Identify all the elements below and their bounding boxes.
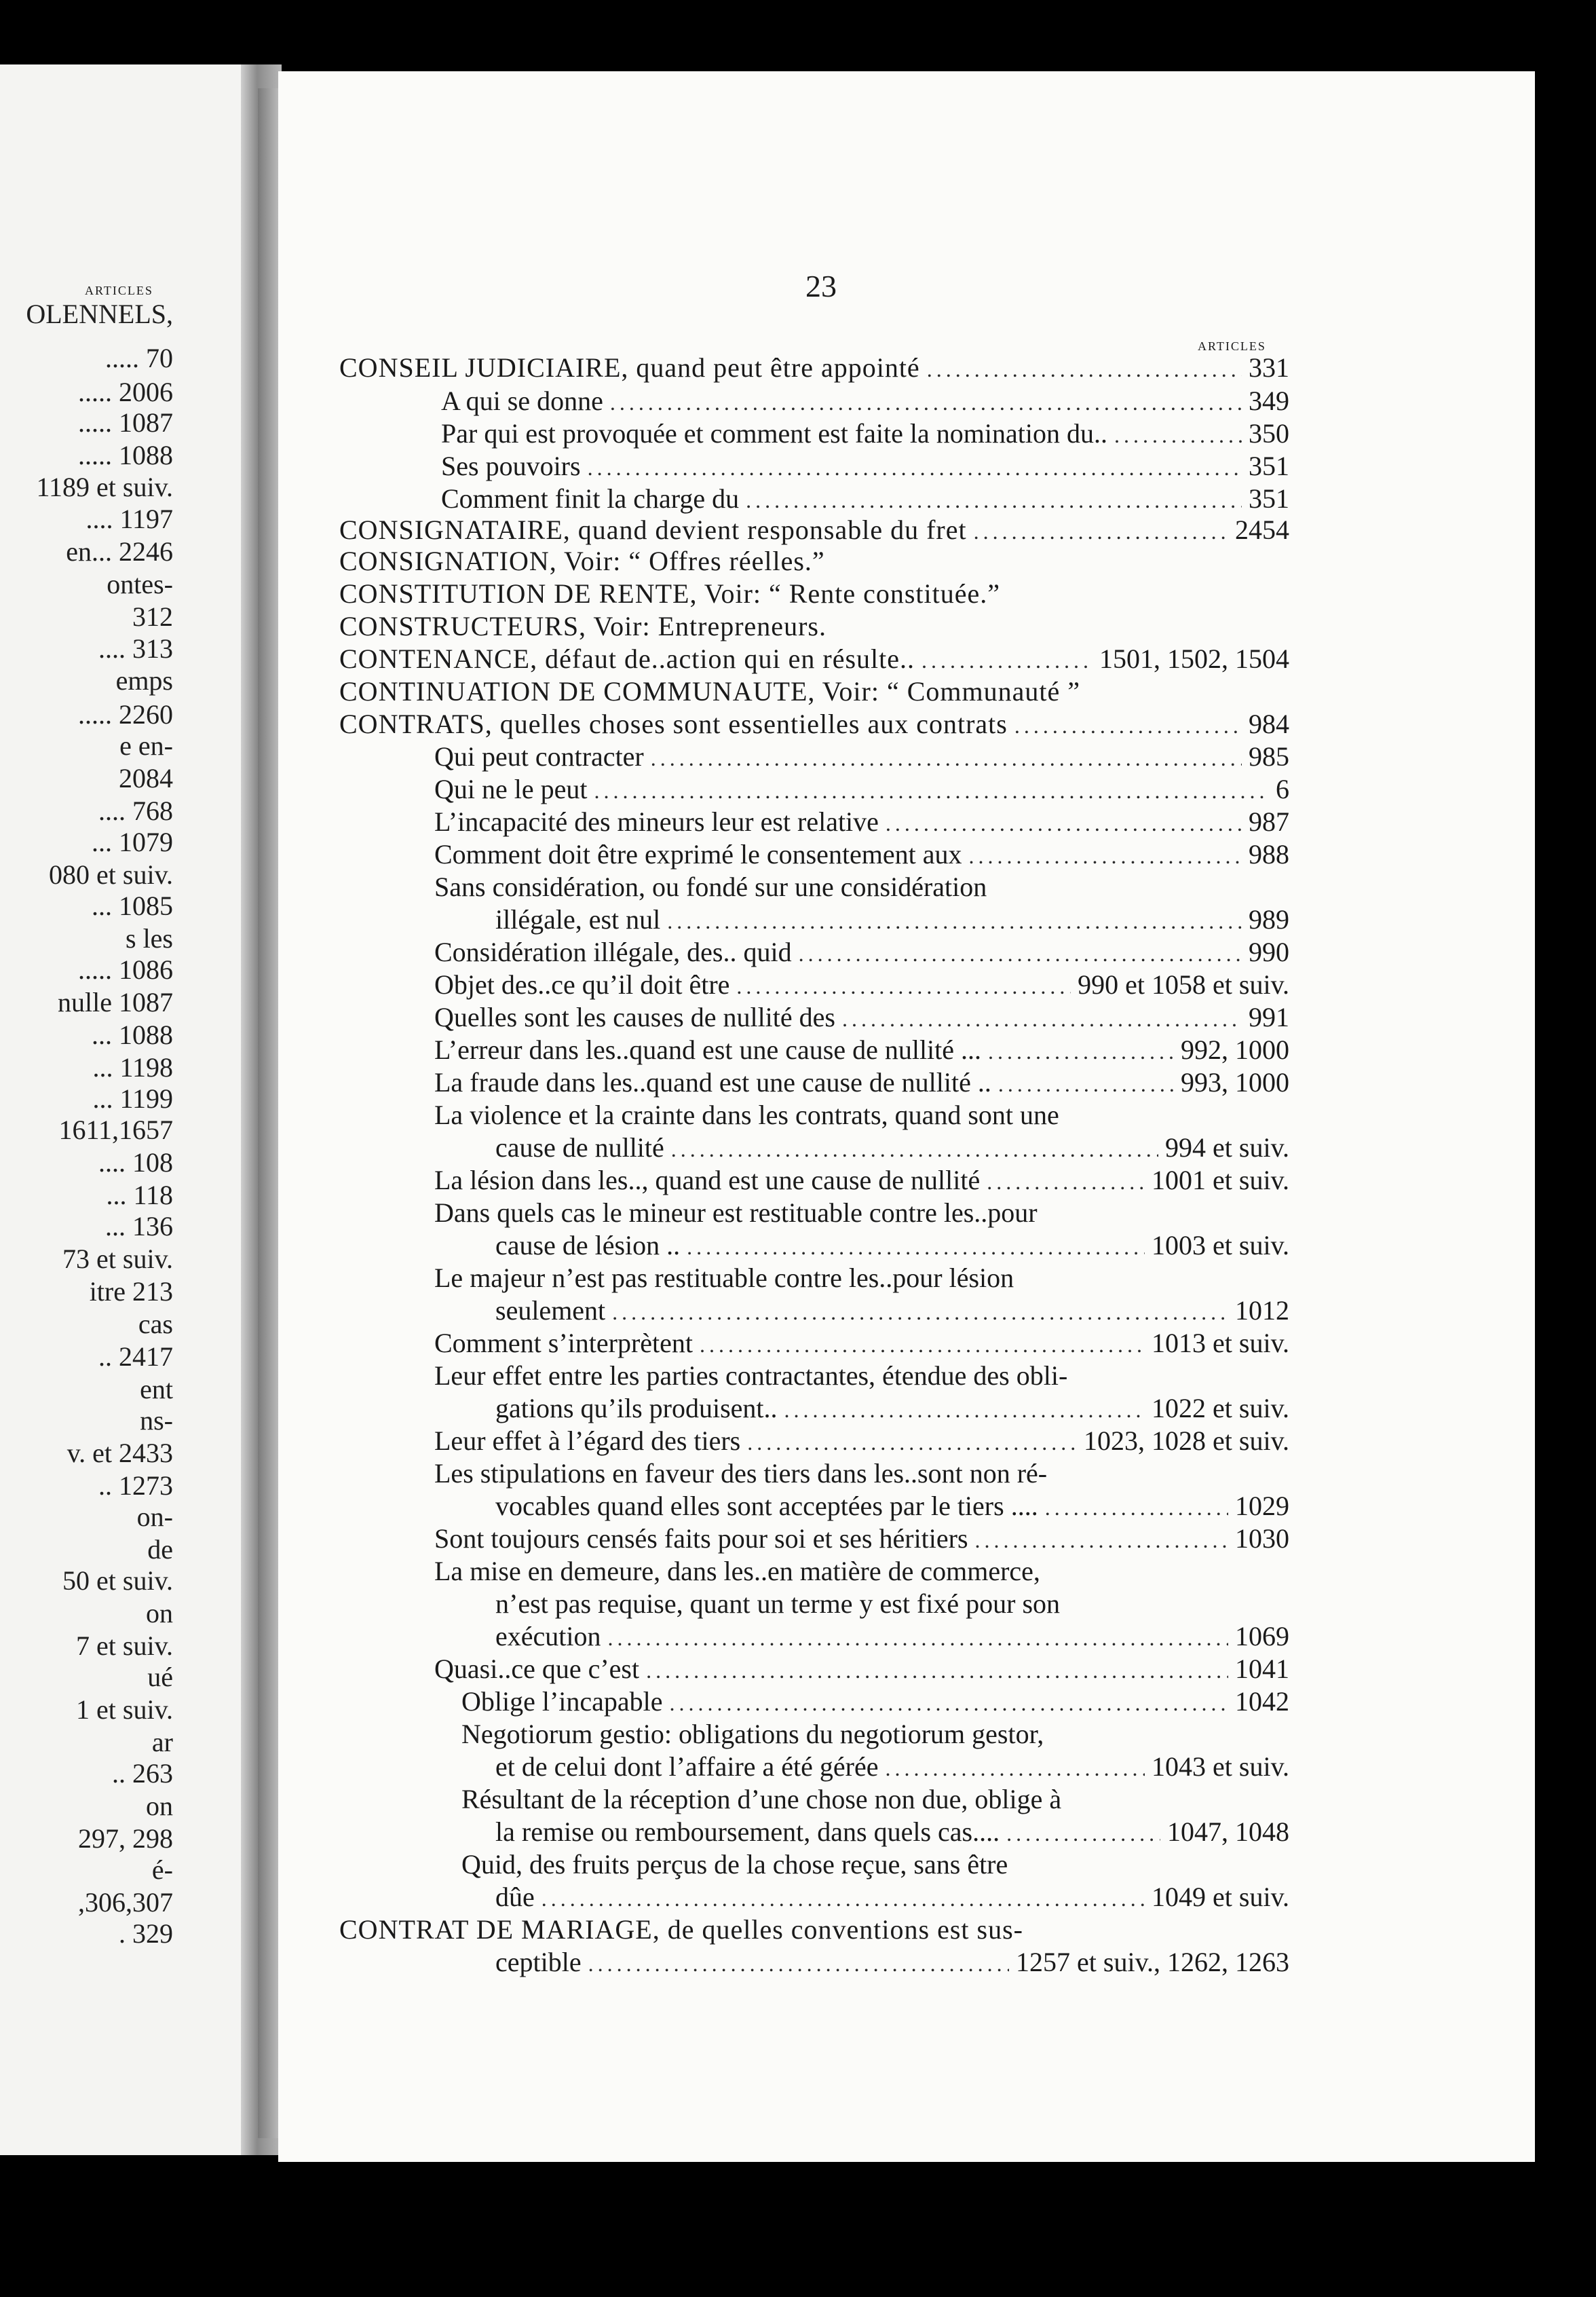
dot-leader [969,840,1242,871]
index-entry [434,1653,1289,1685]
prev-page-line: ent [140,1374,173,1404]
entry-text: CONSIGNATAIRE, quand devient responsable du fret [339,515,967,545]
index-entry [495,1816,1289,1848]
entry-text: Quelles sont les causes de nullité des [434,1002,835,1032]
prev-page-line: ar [151,1727,173,1757]
index-entry [495,1620,1289,1653]
entry-text: dûe [495,1882,535,1912]
page-number: 23 [805,269,837,303]
dot-leader [736,970,1071,1001]
entry-reference: 990 [1249,937,1289,967]
dot-leader [646,1654,1228,1685]
dot-leader [588,451,1242,483]
entry-reference: 990 et 1058 et suiv. [1078,969,1289,1000]
entry-text: gations qu’ils produisent.. [495,1393,778,1423]
index-entry [434,1034,1289,1066]
index-entry [434,1066,1289,1099]
entry-text: la remise ou remboursement, dans quels cas.... [495,1816,1000,1847]
entry-text: n’est pas requise, quant un terme y est fixé pour son [495,1588,1061,1619]
entry-reference: 351 [1249,483,1289,514]
dot-leader [922,644,1092,675]
entry-reference: 1001 et suiv. [1152,1165,1289,1195]
prev-page-line: ontes- [107,569,173,599]
index-entry [495,1881,1289,1913]
dot-leader [987,1165,1145,1197]
entry-text: Comment s’interprètent [434,1328,694,1358]
index-entry [495,1751,1289,1783]
prev-page-line: cas [138,1309,173,1339]
prev-page-line: ns- [140,1405,173,1436]
prev-page-line: 50 et suiv. [62,1565,173,1596]
dot-leader [671,1133,1158,1164]
index-entry [495,1588,1289,1620]
entry-text: Quasi..ce que c’est [434,1654,640,1684]
entry-reference: 993, 1000 [1181,1067,1289,1098]
index-entry [339,675,1289,708]
articles-label: ARTICLES [1198,339,1266,353]
entry-text: Sont toujours censés faits pour soi et ses héritiers [434,1523,968,1554]
entry-text: CONSTRUCTEURS, Voir: Entrepreneurs. [339,611,826,641]
dot-leader [588,1947,1009,1979]
prev-page-line: ... 1198 [92,1052,173,1083]
entry-text: La violence et la crainte dans les contrats, quand sont une [434,1100,1059,1130]
dot-leader [974,515,1228,546]
prev-page-line: v. et 2433 [66,1438,173,1468]
prev-page-line: ..... 70 [105,343,173,373]
entry-reference: 2454 [1235,515,1289,545]
index-entry [495,1229,1289,1262]
prev-page-line: ..... 1088 [78,440,173,470]
index-entry [434,969,1289,1001]
index-entry [461,1718,1289,1751]
entry-reference: 1023, 1028 et suiv. [1084,1425,1289,1456]
prev-page-line: on- [136,1501,173,1532]
index-entry [339,708,1289,741]
dot-leader [746,484,1242,515]
dot-leader [842,1003,1242,1034]
prev-page-line: 73 et suiv. [62,1244,173,1274]
entry-text: La lésion dans les.., quand est une cause de nullité [434,1165,981,1195]
entry-reference: 988 [1249,839,1289,870]
index-entry [434,1555,1289,1588]
dot-leader [651,742,1242,773]
dot-leader [1045,1491,1228,1523]
entry-text: ceptible [495,1947,582,1977]
entry-text: Considération illégale, des.. quid [434,937,792,967]
prev-page-line: é- [151,1854,173,1885]
dot-leader [608,1622,1229,1653]
index-entry [434,1327,1289,1360]
entry-text: vocables quand elles sont acceptées par le tiers .... [495,1491,1038,1521]
dot-leader [988,1035,1174,1066]
entry-reference: 991 [1249,1002,1289,1032]
dot-leader [687,1231,1145,1262]
index-entry [495,1132,1289,1164]
prev-page-line: .... 768 [98,796,173,826]
prev-page-line: ... 1199 [92,1083,173,1114]
entry-reference: 1012 [1235,1295,1289,1326]
index-entry [434,1262,1289,1294]
entry-reference: 1030 [1235,1523,1289,1554]
entry-text: Les stipulations en faveur des tiers dans les..sont non ré- [434,1458,1048,1489]
entry-reference: 349 [1249,386,1289,416]
index-entry [339,545,1289,578]
entry-text: Par qui est provoquée et comment est faite la nomination du.. [441,418,1107,449]
entry-text: Qui peut contracter [434,741,644,772]
entry-reference: 985 [1249,741,1289,772]
dot-leader [1114,419,1242,450]
entry-text: CONTENANCE, défaut de..action qui en résulte.. [339,643,915,674]
entry-text: A qui se donne [441,386,603,416]
prev-page-line: ... 136 [105,1211,173,1241]
dot-leader [667,905,1242,936]
index-entry [434,1099,1289,1132]
entry-text: CONTRAT DE MARIAGE, de quelles conventions est sus- [339,1914,1023,1945]
index-entry [495,1946,1289,1979]
prev-page-line: ..... 2006 [78,377,173,407]
entry-text: La mise en demeure, dans les..en matière de commerce, [434,1556,1040,1586]
index-entry [441,450,1289,483]
entry-text: CONSIGNATION, Voir: “ Offres réelles.” [339,546,825,576]
index-entry [434,806,1289,838]
prev-page-line: 1 et suiv. [76,1694,173,1725]
entry-text: illégale, est nul [495,904,661,935]
entry-reference: 6 [1276,774,1289,804]
entry-reference: 1022 et suiv. [1152,1393,1289,1423]
dot-leader [1006,1817,1160,1848]
index-entry [434,1197,1289,1229]
entry-reference: 984 [1249,709,1289,739]
entry-text: Oblige l’incapable [461,1686,663,1717]
index-entry [441,417,1289,450]
prev-page-line: 312 [132,601,173,632]
prev-page-line: s les [126,923,173,954]
index-entry [495,903,1289,936]
entry-text: Dans quels cas le mineur est restituable contre les..pour [434,1197,1038,1228]
dot-leader [885,1752,1145,1783]
entry-text: Le majeur n’est pas restituable contre les..pour lésion [434,1263,1014,1293]
entry-text: L’erreur dans les..quand est une cause de nullité ... [434,1034,982,1065]
entry-text: CONTINUATION DE COMMUNAUTE, Voir: “ Communauté ” [339,676,1080,707]
dot-leader [670,1687,1228,1718]
prev-page-line: .. 1273 [98,1470,173,1501]
index-entry [461,1848,1289,1881]
entry-reference: 1257 et suiv., 1262, 1263 [1016,1947,1289,1977]
entry-text: cause de nullité [495,1132,664,1163]
entry-text: Comment finit la charge du [441,483,740,514]
prev-page-line: en... 2246 [66,536,173,567]
dot-leader [700,1328,1145,1360]
entry-text: Qui ne le peut [434,774,588,804]
entry-text: seulement [495,1295,606,1326]
entry-text: Comment doit être exprimé le consentement aux [434,839,962,870]
prev-page-line: on [146,1598,173,1628]
prev-page-line: 080 et suiv. [49,859,173,890]
entry-reference: 1041 [1235,1654,1289,1684]
prev-page-line: 1611,1657 [58,1115,173,1145]
prev-page-line: 297, 298 [78,1823,173,1854]
index-entry [434,1360,1289,1392]
entry-text: La fraude dans les..quand est une cause de nullité .. [434,1067,991,1098]
index-entry [434,838,1289,871]
entry-text: L’incapacité des mineurs leur est relative [434,806,879,837]
index-entry [434,773,1289,806]
prev-page-line: ..... 1087 [78,407,173,438]
entry-text: cause de lésion .. [495,1230,681,1260]
dot-leader [747,1426,1077,1457]
prev-page-line: .. 2417 [98,1341,173,1372]
prev-page-line: ..... 1086 [78,954,173,985]
index-entry [339,514,1289,546]
entry-reference: 1501, 1502, 1504 [1099,643,1289,674]
prev-page-line: . 329 [119,1918,173,1949]
prev-page-line: 2084 [119,763,173,793]
index-entry [434,936,1289,969]
prev-page-line: ... 118 [106,1180,173,1210]
entry-reference: 992, 1000 [1181,1034,1289,1065]
index-entry [339,578,1289,610]
dot-leader [975,1524,1228,1555]
dot-leader [886,807,1242,838]
index-entry [434,1164,1289,1197]
entry-reference: 1049 et suiv. [1152,1882,1289,1912]
prev-page-line: emps [115,665,173,696]
dot-leader [799,937,1242,969]
prev-page-line: .... 1197 [86,504,173,534]
index-entry [461,1685,1289,1718]
dot-leader [610,386,1242,417]
prev-articles-label: ARTICLES [85,284,153,297]
index-entry [339,1913,1289,1946]
index-entry [441,483,1289,515]
entry-reference: 1047, 1048 [1167,1816,1289,1847]
prev-page-line: OLENNELS, [26,299,173,329]
index-entry [495,1392,1289,1425]
prev-page-line: ,306,307 [78,1887,173,1918]
prev-page-line: ..... 2260 [78,699,173,730]
entry-text: exécution [495,1621,601,1651]
entry-reference: 1042 [1235,1686,1289,1717]
dot-leader [998,1068,1174,1099]
dot-leader [542,1882,1145,1913]
prev-page-line: 1189 et suiv. [36,472,173,502]
index-entry [434,1425,1289,1457]
index-entry [434,1523,1289,1555]
entry-reference: 351 [1249,451,1289,481]
prev-page-line: de [147,1534,173,1565]
entry-text: Quid, des fruits perçus de la chose reçue, sans être [461,1849,1008,1880]
prev-page-line: ué [147,1662,173,1692]
index-entry [434,1457,1289,1490]
index-entry [461,1783,1289,1816]
entry-reference: 1013 et suiv. [1152,1328,1289,1358]
prev-page-line: nulle 1087 [58,987,173,1017]
entry-reference: 350 [1249,418,1289,449]
entry-text: Objet des..ce qu’il doit être [434,969,730,1000]
entry-reference: 331 [1249,352,1289,383]
entry-text: Sans considération, ou fondé sur une considération [434,872,987,902]
entry-text: Leur effet à l’égard des tiers [434,1425,741,1456]
entry-text: Ses pouvoirs [441,451,581,481]
index-entry [339,352,1289,384]
prev-page-line: .... 108 [98,1147,173,1178]
dot-leader [1014,709,1242,741]
prev-page-line: .. 263 [112,1758,173,1789]
entry-text: Résultant de la réception d’une chose non due, oblige à [461,1784,1062,1814]
entry-reference: 989 [1249,904,1289,935]
index-entry [434,1001,1289,1034]
index-entry [495,1294,1289,1327]
prev-page-line: on [146,1791,173,1821]
prev-page-line: ... 1085 [92,891,173,921]
entry-text: Negotiorum gestio: obligations du negotiorum gestor, [461,1719,1044,1749]
entry-reference: 1069 [1235,1621,1289,1651]
entry-reference: 987 [1249,806,1289,837]
dot-leader [594,774,1270,806]
dot-leader [927,353,1242,384]
dot-leader [784,1394,1145,1425]
prev-page-line: e en- [119,730,173,761]
prev-page-line: ... 1079 [92,827,173,857]
entry-text: CONSTITUTION DE RENTE, Voir: “ Rente constituée.” [339,578,1001,609]
index-entry [339,610,1289,643]
index-entry [434,871,1289,903]
dot-leader [612,1296,1228,1327]
index-entry [441,385,1289,417]
index-entry [495,1490,1289,1523]
prev-page-line: .... 313 [98,633,173,664]
entry-reference: 1029 [1235,1491,1289,1521]
index-entry [339,643,1289,675]
entry-text: et de celui dont l’affaire a été gérée [495,1751,879,1782]
entry-reference: 1043 et suiv. [1152,1751,1289,1782]
index-entry [434,741,1289,773]
prev-page-line: itre 213 [89,1276,173,1307]
entry-reference: 994 et suiv. [1165,1132,1289,1163]
entry-text: CONTRATS, quelles choses sont essentielles aux contrats [339,709,1008,739]
prev-page-line: ... 1088 [92,1020,173,1050]
entry-text: Leur effet entre les parties contractantes, étendue des obli- [434,1360,1068,1391]
prev-page-line: 7 et suiv. [76,1630,173,1661]
entry-reference: 1003 et suiv. [1152,1230,1289,1260]
entry-text: CONSEIL JUDICIAIRE, quand peut être appointé [339,352,920,383]
